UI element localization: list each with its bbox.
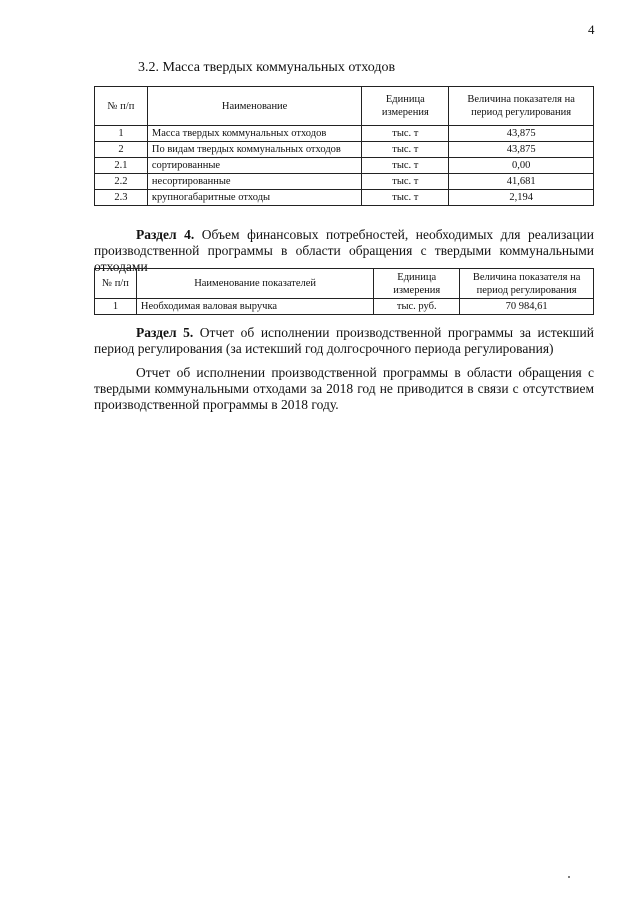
table-row — [95, 174, 594, 190]
section-5-label: Раздел 5. — [136, 325, 194, 340]
cell-unit: тыс. т — [362, 174, 449, 190]
col-header-name: Наименование показателей — [136, 269, 373, 299]
cell-unit: тыс. руб. — [374, 299, 460, 315]
cell-unit: тыс. т — [362, 142, 449, 158]
cell-name: сортированные — [147, 158, 362, 174]
cell-name: крупногабаритные отходы — [147, 190, 362, 206]
col-header-num: № п/п — [95, 269, 137, 299]
section-5-text: Отчет об исполнении производственной программы за истекший период регулирования (за истекший год долгосрочного периода регулирования) — [94, 325, 595, 356]
cell-num: 2.3 — [95, 190, 148, 206]
cell-name: Необходимая валовая выручка — [136, 299, 373, 315]
cell-num: 1 — [95, 126, 148, 142]
cell-value: 70 984,61 — [460, 299, 594, 315]
cell-num: 2.2 — [95, 174, 148, 190]
section-3-2-title: 3.2. Масса твердых коммунальных отходов — [138, 60, 396, 75]
col-header-unit: Единица измерения — [362, 87, 449, 126]
waste-mass-table — [94, 86, 594, 206]
section-4-label: Раздел 4. — [136, 227, 195, 242]
table-row — [95, 142, 594, 158]
cell-name: По видам твердых коммунальных отходов — [147, 142, 362, 158]
cell-num: 1 — [95, 299, 137, 315]
cell-unit: тыс. т — [362, 126, 449, 142]
cell-name: Масса твердых коммунальных отходов — [147, 126, 362, 142]
cell-value: 0,00 — [449, 158, 594, 174]
table-header-row — [95, 269, 594, 299]
table-row — [95, 158, 594, 174]
table-row — [95, 126, 594, 142]
cell-name: несортированные — [147, 174, 362, 190]
cell-unit: тыс. т — [362, 158, 449, 174]
col-header-num: № п/п — [95, 87, 148, 126]
section-5-body: Отчет об исполнении производственной программы в области обращения с твердыми коммунальными отходами за 2018 год не приводится в связи с отсутствием производственной программы в 2018 году. — [94, 365, 594, 412]
page-number: 4 — [588, 22, 595, 37]
table-row — [95, 299, 594, 315]
cell-value: 41,681 — [449, 174, 594, 190]
section-5-heading — [94, 325, 594, 357]
financial-needs-table — [94, 268, 594, 315]
col-header-name: Наименование — [147, 87, 362, 126]
table-header-row — [95, 87, 594, 126]
col-header-value: Величина показателя на период регулирования — [460, 269, 594, 299]
col-header-unit: Единица измерения — [374, 269, 460, 299]
scan-speck — [568, 876, 570, 878]
cell-value: 43,875 — [449, 142, 594, 158]
cell-num: 2 — [95, 142, 148, 158]
col-header-value: Величина показателя на период регулирования — [449, 87, 594, 126]
cell-num: 2.1 — [95, 158, 148, 174]
table-row — [95, 190, 594, 206]
section-4-text: Объем финансовых потребностей, необходимых для реализации производственной программы в области обращения с твердыми коммунальными отходами — [94, 227, 594, 274]
cell-value: 2,194 — [449, 190, 594, 206]
cell-unit: тыс. т — [362, 190, 449, 206]
cell-value: 43,875 — [449, 126, 594, 142]
